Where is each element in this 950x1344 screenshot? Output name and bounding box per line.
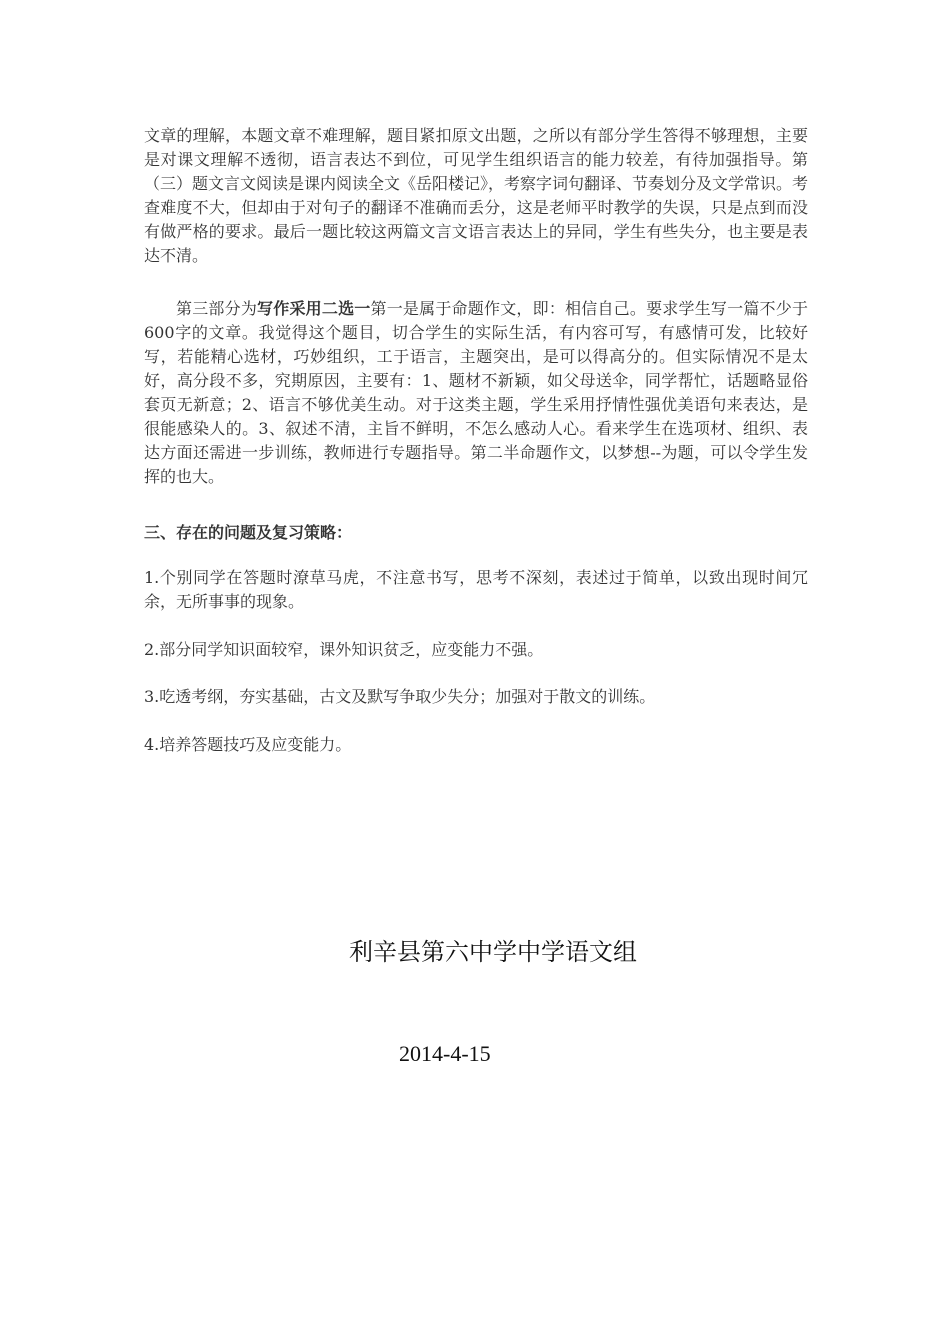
- analysis-paragraph-reading: 文章的理解，本题文章不难理解，题目紧扣原文出题，之所以有部分学生答得不够理想，主要是对课文理解不透彻，语言表达不到位，可见学生组织语言的能力较差，有待加强指导。第（三）题文言文阅读是课内阅读全文《岳阳楼记》，考察字词句翻译、节奏划分及文学常识。考查难度不大，但却由于对句子的翻译不准确而丢分，这是老师平时教学的失误，只是点到而没有做严格的要求。最后一题比较这两篇文言文语言表达上的异同，学生有些失分，也主要是表达不清。: [144, 126, 809, 265]
- signature-organization: 利辛县第六中学中学语文组: [349, 938, 637, 966]
- problem-item-1: 1.个别同学在答题时潦草马虎，不注意书写，思考不深刻，表述过于简单，以致出现时间冗余，无所事事的现象。: [144, 568, 808, 611]
- problem-item-4: 4.培养答题技巧及应变能力。: [144, 735, 352, 754]
- problem-item-2: 2.部分同学知识面较窄，课外知识贫乏，应变能力不强。: [144, 640, 544, 659]
- analysis-paragraph-writing: [144, 297, 808, 489]
- writing-bold-text: 写作采用二选一: [257, 299, 371, 318]
- section-heading: 三、存在的问题及复习策略：: [144, 523, 353, 542]
- writing-lead-text: 第三部分为: [176, 299, 258, 318]
- signature-date: 2014-4-15: [399, 1041, 491, 1066]
- problem-item-3: 3.吃透考纲，夯实基础，古文及默写争取少失分；加强对于散文的训练。: [144, 687, 656, 706]
- writing-rest-text: 第一是属于命题作文，即：相信自己。要求学生写一篇不少于600字的文章。我觉得这个题目，切合学生的实际生活，有内容可写，有感情可发，比较好写，若能精心选材，巧妙组织，工于语言，主题突出，是可以得高分的。但实际情况不是太好，高分段不多，究期原因，主要有：1、题材不新颖，如父母送伞，同学帮忙，话题略显俗套页无新意；2、语言不够优美生动。对于这类主题，学生采用抒情性强优美语句来表达，是很能感染人的。3、叙述不清，主旨不鲜明，不怎么感动人心。看来学生在选项材、组织、表达方面还需进一步训练，教师进行专题指导。第二半命题作文，以梦想--为题，可以令学生发挥的也大。: [144, 299, 808, 486]
